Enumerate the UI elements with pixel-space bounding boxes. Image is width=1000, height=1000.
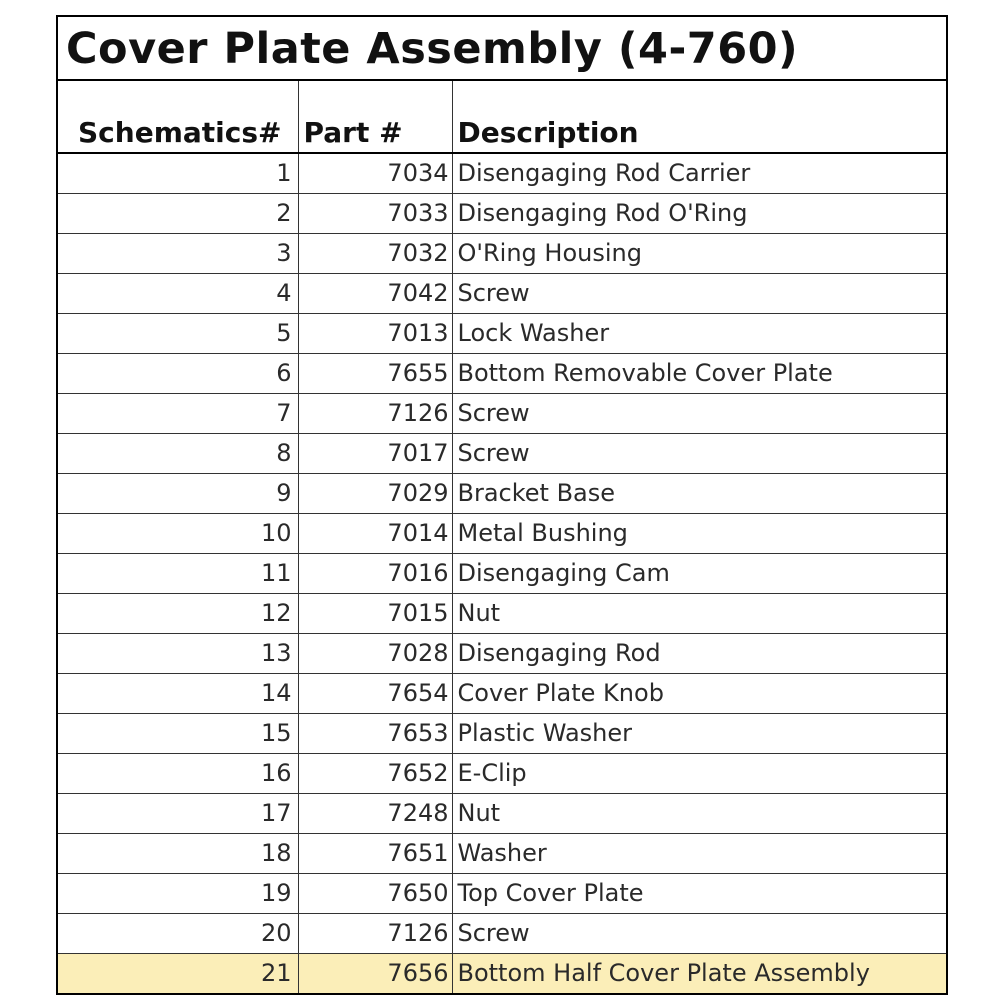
table-row xyxy=(58,394,946,434)
table-row xyxy=(58,354,946,394)
schematic-cell: 4 xyxy=(58,274,298,314)
part-number-cell: 7029 xyxy=(298,474,452,514)
description-cell: Nut xyxy=(452,794,946,834)
sheet-title: Cover Plate Assembly (4-760) xyxy=(58,17,946,81)
schematic-cell: 16 xyxy=(58,754,298,794)
schematic-cell: 14 xyxy=(58,674,298,714)
description-cell: O'Ring Housing xyxy=(452,234,946,274)
schematic-cell: 11 xyxy=(58,554,298,594)
description-cell: Bottom Half Cover Plate Assembly xyxy=(452,954,946,994)
part-number-cell: 7655 xyxy=(298,354,452,394)
table-row xyxy=(58,634,946,674)
table-row xyxy=(58,674,946,714)
description-cell: Screw xyxy=(452,914,946,954)
table-row xyxy=(58,194,946,234)
part-number-cell: 7028 xyxy=(298,634,452,674)
part-number-cell: 7017 xyxy=(298,434,452,474)
table-body xyxy=(58,153,946,993)
table-row xyxy=(58,714,946,754)
part-number-cell: 7651 xyxy=(298,834,452,874)
part-number-cell: 7015 xyxy=(298,594,452,634)
table-row xyxy=(58,153,946,194)
header-description: Description xyxy=(452,81,946,153)
table-row xyxy=(58,314,946,354)
description-cell: Cover Plate Knob xyxy=(452,674,946,714)
header-row xyxy=(58,81,946,153)
description-cell: Top Cover Plate xyxy=(452,874,946,914)
part-number-cell: 7653 xyxy=(298,714,452,754)
description-cell: Disengaging Rod Carrier xyxy=(452,153,946,194)
part-number-cell: 7034 xyxy=(298,153,452,194)
header-part: Part # xyxy=(298,81,452,153)
schematic-cell: 9 xyxy=(58,474,298,514)
description-cell: Nut xyxy=(452,594,946,634)
parts-table xyxy=(58,81,946,993)
table-row xyxy=(58,834,946,874)
description-cell: Disengaging Rod xyxy=(452,634,946,674)
part-number-cell: 7650 xyxy=(298,874,452,914)
table-row xyxy=(58,914,946,954)
description-cell: Washer xyxy=(452,834,946,874)
schematic-cell: 17 xyxy=(58,794,298,834)
table-row xyxy=(58,594,946,634)
schematic-cell: 18 xyxy=(58,834,298,874)
table-row xyxy=(58,434,946,474)
part-number-cell: 7042 xyxy=(298,274,452,314)
part-number-cell: 7126 xyxy=(298,914,452,954)
table-row xyxy=(58,474,946,514)
schematic-cell: 7 xyxy=(58,394,298,434)
description-cell: Plastic Washer xyxy=(452,714,946,754)
schematic-cell: 20 xyxy=(58,914,298,954)
schematic-cell: 3 xyxy=(58,234,298,274)
part-number-cell: 7654 xyxy=(298,674,452,714)
schematic-cell: 8 xyxy=(58,434,298,474)
table-row xyxy=(58,514,946,554)
part-number-cell: 7248 xyxy=(298,794,452,834)
part-number-cell: 7013 xyxy=(298,314,452,354)
part-number-cell: 7652 xyxy=(298,754,452,794)
table-row xyxy=(58,954,946,994)
description-cell: Disengaging Cam xyxy=(452,554,946,594)
parts-sheet xyxy=(56,15,948,995)
schematic-cell: 6 xyxy=(58,354,298,394)
header-schematics: Schematics# xyxy=(58,81,298,153)
part-number-cell: 7656 xyxy=(298,954,452,994)
description-cell: Screw xyxy=(452,274,946,314)
schematic-cell: 21 xyxy=(58,954,298,994)
schematic-cell: 12 xyxy=(58,594,298,634)
description-cell: E-Clip xyxy=(452,754,946,794)
description-cell: Screw xyxy=(452,394,946,434)
table-row xyxy=(58,794,946,834)
table-row xyxy=(58,274,946,314)
table-row xyxy=(58,234,946,274)
schematic-cell: 5 xyxy=(58,314,298,354)
description-cell: Lock Washer xyxy=(452,314,946,354)
description-cell: Bracket Base xyxy=(452,474,946,514)
part-number-cell: 7032 xyxy=(298,234,452,274)
schematic-cell: 15 xyxy=(58,714,298,754)
table-row xyxy=(58,874,946,914)
table-row xyxy=(58,754,946,794)
part-number-cell: 7014 xyxy=(298,514,452,554)
part-number-cell: 7016 xyxy=(298,554,452,594)
part-number-cell: 7126 xyxy=(298,394,452,434)
schematic-cell: 2 xyxy=(58,194,298,234)
description-cell: Disengaging Rod O'Ring xyxy=(452,194,946,234)
schematic-cell: 10 xyxy=(58,514,298,554)
part-number-cell: 7033 xyxy=(298,194,452,234)
table-row xyxy=(58,554,946,594)
description-cell: Screw xyxy=(452,434,946,474)
schematic-cell: 1 xyxy=(58,153,298,194)
description-cell: Bottom Removable Cover Plate xyxy=(452,354,946,394)
description-cell: Metal Bushing xyxy=(452,514,946,554)
schematic-cell: 19 xyxy=(58,874,298,914)
schematic-cell: 13 xyxy=(58,634,298,674)
